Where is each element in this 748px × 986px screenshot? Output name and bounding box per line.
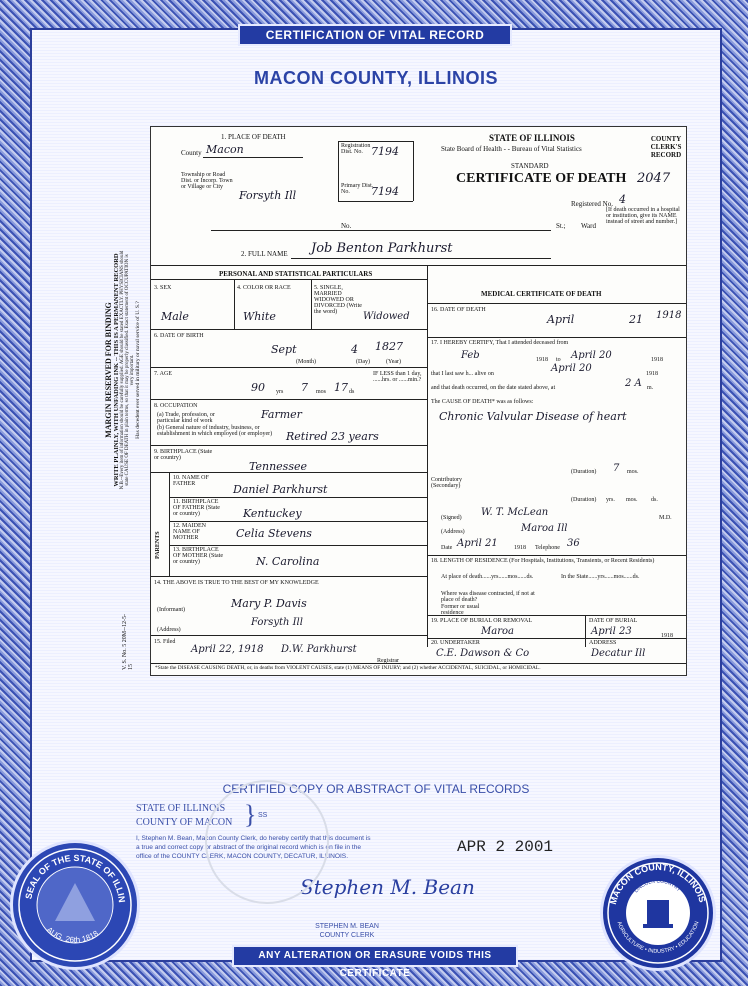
svg-text:AGRICULTURE • INDUSTRY • EDUCA: AGRICULTURE • INDUSTRY • EDUCATION <box>615 920 701 955</box>
certificate-number: 2047 <box>637 171 671 186</box>
top-banner: CERTIFICATION OF VITAL RECORD <box>238 24 512 46</box>
race-value: White <box>243 310 276 323</box>
svg-text:LINCOLN COUNTRY: LINCOLN COUNTRY <box>633 878 682 895</box>
certification-date: APR 2 2001 <box>457 838 554 856</box>
jurisdiction: STATE OF ILLINOIS COUNTY OF MACON <box>136 803 233 828</box>
death-certificate: 1. PLACE OF DEATH County Macon Registration Dist. No. 7194 Primary Dist. No. 7194 Township or Road Dist. or Incorp. Town or Village or City Forsyth Ill No. St.; Ward [If death occurred in a hospital or institution, give its NAME instead of street and number.] STATE OF ILLINOIS State Board of Health - - Bureau of Vital Statistics STANDARD CERTIFICATE OF DEATH 2047 COUNTY CLERK'S RECORD Registered No. 4 2. FULL NAME Job Benton Parkhurst PERSONAL AND STATISTICAL PARTICULARS MEDICAL CERTIFICATE OF DEATH 3. SEX Male 4. COLOR OR RACE White 5. SINGLE, MARRIED WIDOWED OR DIVORCED (Write the word) Widowed 6. DATE OF BIRTH Sept 4 1827 (Month) (Day) (Year) 7. AGE 90 yrs 7 mos 17 ds IF LESS than 1 day, ......hrs. or ......min.? 8. OCCUPATION (a) Trade, profession, or particular kind of work Farmer (b) General nature of industry, business, or establishment in which employed (or employer) Retired 23 years 9. BIRTHPLACE (State or country) Tennessee PARENTS 10. NAME OF FATHER Daniel Parkhurst 11. BIRTHPLACE OF FATHER (State or country) Kentuckey 12. MAIDEN NAME OF MOTHER Celia Stevens 13. BIRTHPLACE OF MOTHER (State or country) N. Carolina 14. THE ABOVE IS TRUE TO THE BEST OF MY KNOWLEDGE (Informant) Mary P. Davis (Address) Forsyth Ill 15. Filed April 22, 1918 D.W. Parkhurst Registrar 16. DATE OF DEATH April 21 1918 17. I HEREBY CERTIFY, That I attended deceased from Feb 1918 to April 20 1918 that I last saw h... alive on April 20 1918 and that death occurred, on the date stated above, at 2 A m. The CAUSE OF DEATH* was as follows: Chronic Valvular Disease of heart (Duration) 7 mos. Contributory (Secondary) (Duration) yrs. mos. ds. (Signed) W. T. McLean M.D. (Address) Maroa Ill Date April 21 1918 Telephone 36 18. LENGTH OF RESIDENCE (For Hospitals, Institutions, Transients, or Recent Residents) At place of death......yrs......mos......ds. In the State......yrs......mos......ds. Where was disease contracted, if not at place of death? Former or usual residence 19. PLACE OF BURIAL OR REMOVAL DATE OF BURIAL Maroa April 23 1918 20. UNDERTAKER ADDRESS C.E. Dawson & Co Decatur Ill *State the DISEASE CAUSING DEATH, or, in deaths from VIOLENT CAUSES, state (1) MEANS OF INJURY; and (2) whether ACCIDENTAL, SUICIDAL, or HOMICIDAL. <box>150 126 687 676</box>
county-seal-icon <box>603 858 713 968</box>
clerk-signature: Stephen M. Bean <box>300 875 475 899</box>
father-name: Daniel Parkhurst <box>233 483 328 496</box>
cause-of-death: Chronic Valvular Disease of heart <box>439 410 627 423</box>
decedent-name: Job Benton Parkhurst <box>311 241 453 256</box>
county-heading: MACON COUNTY, ILLINOIS <box>254 68 498 88</box>
illinois-state-seal <box>10 840 140 970</box>
occupation-value: Farmer <box>261 408 302 421</box>
marital-value: Widowed <box>363 311 410 322</box>
certificate-title: CERTIFICATE OF DEATH <box>456 171 627 186</box>
embossed-seal <box>205 780 329 904</box>
attestation-text: I, Stephen M. Bean, Macon County Clerk, do hereby certify that this document is a true and correct copy or abstract of the original record which is on file in the office of the COUNTY CLERK, MACON COUNTY, DECATUR, ILLINOIS. <box>136 835 371 860</box>
physician-name: W. T. McLean <box>481 507 549 518</box>
clerk-name: STEPHEN M. BEAN COUNTY CLERK <box>315 923 379 939</box>
margin-binding: MARGIN RESERVED FOR BINDING WRITE PLAINLY, WITH UNFADING INK -- THIS IS A PERMANENT RECORD N.B.--Every item of information should be carefully supplied. AGE should be stated EXACTLY. PHYSICIANS should state CAUSE OF DEATH in plain terms, so that it may be properly classified. Exact statement of OCCUPATION is very important. Has decedent ever served in military or naval service of U. S.? <box>104 250 141 490</box>
svg-text:MACON COUNTY, ILLINOIS: MACON COUNTY, ILLINOIS <box>607 861 708 906</box>
svg-text:SEAL OF THE STATE OF ILLINOIS: SEAL OF THE STATE OF ILLIN <box>23 852 128 904</box>
informant-name: Mary P. Davis <box>231 597 307 610</box>
form-number: V. S. No. 5 20M--12-5-15 <box>122 613 134 670</box>
township-value: Forsyth Ill <box>239 189 297 202</box>
bottom-banner: ANY ALTERATION OR ERASURE VOIDS THIS CERTIFICATE <box>232 945 518 967</box>
security-paper: MACON COUNTY, ILLINOIS MARGIN RESERVED FOR BINDING WRITE PLAINLY, WITH UNFADING INK -- THIS IS A PERMANENT RECORD N.B.--Every item of information should be carefully supplied. AGE should be stated EXACTLY. PHYSICIANS should state CAUSE OF DEATH in plain terms, so that it may be properly classified. Exact statement of OCCUPATION is very important. Has decedent ever served in military or naval service of U. S.? V. S. No. 5 20M--12-5-15 1. PLACE OF DEATH County Macon Registration Dist. No. 7194 Primary Dist. No. 7194 Township or Road Dist. or Incorp. Town or Village or City Forsyth Ill No. St.; Ward [If death occurred in a hospital or institution, give its NAME instead of street and number.] STATE OF ILLINOIS State Board of Health - - Bureau of Vital Statistics STANDARD CERTIFICATE OF DEATH 2047 COUNTY CLERK'S RECORD Registered No. 4 2. FULL NAME Job Benton Parkhurst PERSONAL AND STATISTICAL PARTICULARS MEDICAL CERTIFICATE OF DEATH 3. SEX Male 4. COLOR OR RACE White 5. SINGLE, MARRIED WIDOWED OR DIVORCED (Write the word) Widowed 6. DATE OF BIRTH Sept 4 1827 (Month) (Day) (Year) 7. AGE 90 yrs 7 mos 17 ds IF LESS than 1 day, ......hrs. or ......min.? 8. OCCUPATION (a) Trade, profession, or particular kind of work Farmer (b) General nature of industry, business, or establishment in which employed (or employer) Retired 23 years 9. BIRTHPLACE (State or country) Tennessee PARENTS 10. NAME OF FATHER Daniel Parkhurst 11. BIRTHPLACE OF FATHER (State or country) Kentuckey 12. MAIDEN NAME OF MOTHER Celia Stevens 13. BIRTHPLACE OF MOTHER (State or country) N. Carolina 14. THE ABOVE IS TRUE TO THE BEST OF MY KNOWLEDGE (Informant) Mary P. Davis (Address) Forsyth Ill 15. Filed April 22, 1918 D.W. Parkhurst Registrar 16. DATE OF DEATH April 21 1918 17. I HEREBY CERTIFY, That I attended deceased from Feb 1918 to April 20 1918 that I last saw h... alive on April 20 1918 and that death occurred, on the date stated above, at 2 A m. The CAUSE OF DEATH* was as follows: Chronic Valvular Disease of heart (Duration) 7 mos. Contributory (Secondary) (Duration) yrs. mos. ds. (Signed) W. T. McLean M.D. (Address) Maroa Ill Date April 21 1918 Telephone 36 18. LENGTH OF RESIDENCE (For Hospitals, Institutions, Transients, or Recent Residents) At place of death......yrs......mos......ds. In the State......yrs......mos......ds. Where was disease contracted, if not at place of death? Former or usual residence 19. PLACE OF BURIAL OR REMOVAL DATE OF BURIAL Maroa April 23 1918 20. UNDERTAKER ADDRESS C.E. Dawson & Co Decatur Ill *State the DISEASE CAUSING DEATH, or, in deaths from VIOLENT CAUSES, state (1) MEANS OF INJURY; and (2) whether ACCIDENTAL, SUICIDAL, or HOMICIDAL. CERTIFIED COPY OR ABSTRACT OF VITAL RECORDS STATE OF ILLINOIS COUNTY OF MACON } SS I, Stephen M. Bean, Macon County Clerk, do hereby certify that this document is a true and correct copy or abstract of the original record which is on file in the office of the COUNTY CLERK, MACON COUNTY, DECATUR, ILLINOIS. APR 2 2001 Stephen M. Bean STEPHEN M. BEAN COUNTY CLERK <box>30 28 722 962</box>
svg-text:AUG. 26th 1818: AUG. 26th 1818 <box>44 925 101 945</box>
filed-label: 15. Filed <box>154 639 176 645</box>
state-seal-icon <box>13 843 137 967</box>
mother-name: Celia Stevens <box>236 527 312 540</box>
county-value: Macon <box>206 143 244 156</box>
birthplace-value: Tennessee <box>249 460 307 473</box>
macon-county-seal <box>600 855 716 971</box>
attestation-heading: CERTIFIED COPY OR ABSTRACT OF VITAL RECORDS <box>222 782 530 796</box>
sex-value: Male <box>161 310 189 323</box>
